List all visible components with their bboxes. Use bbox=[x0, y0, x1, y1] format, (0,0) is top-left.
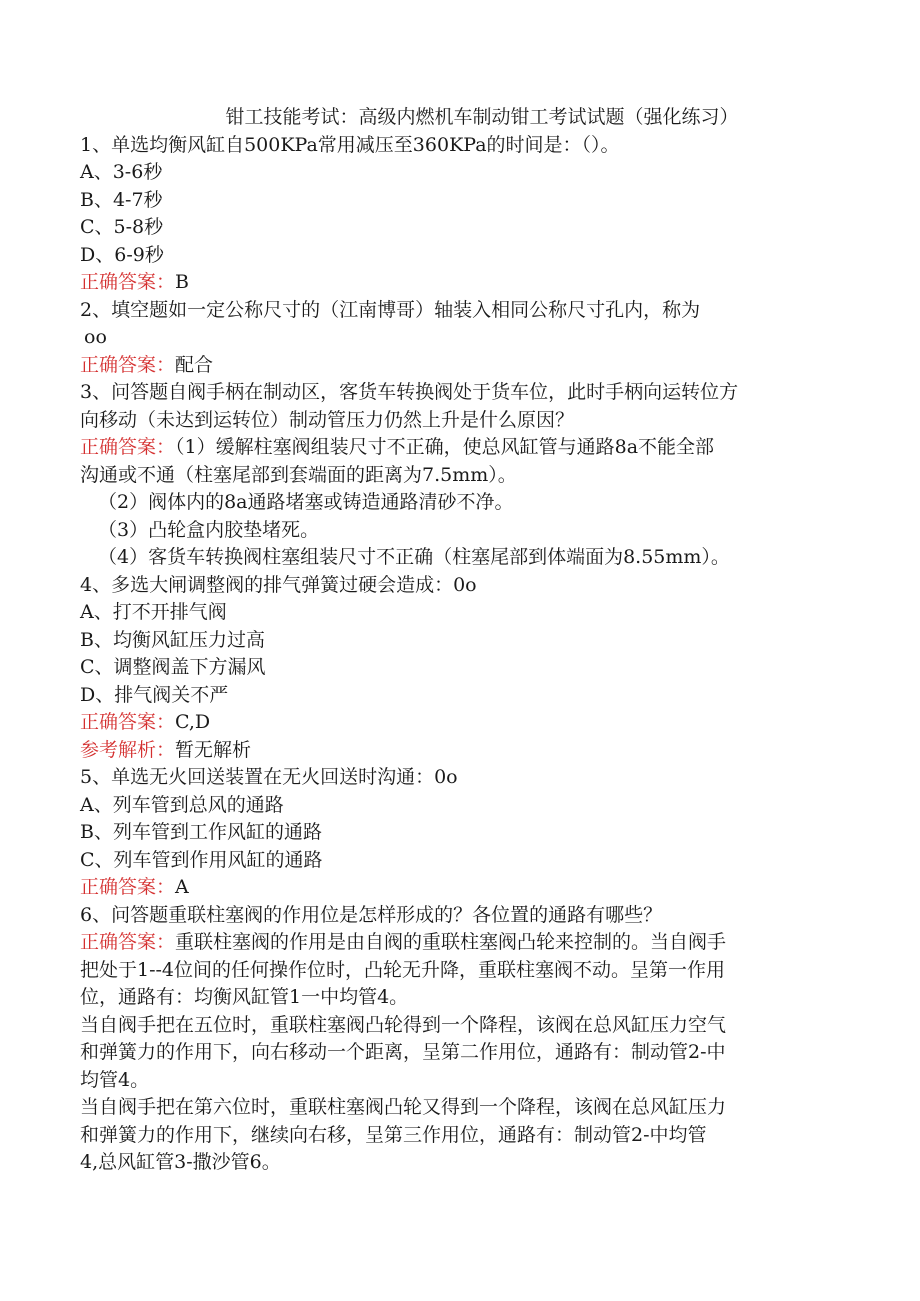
document-title: 钳工技能考试：高级内燃机车制动钳工考试试题（强化练习） bbox=[225, 106, 739, 128]
answer-value: B bbox=[175, 271, 189, 293]
question-5-option-b: B、列车管到工作风缸的通路 bbox=[80, 821, 322, 843]
question-3-answer-line-3: （2）阀体内的8a通路堵塞或铸造通路清砂不净。 bbox=[98, 491, 514, 513]
question-4-analysis bbox=[80, 737, 860, 765]
question-5-answer bbox=[80, 874, 860, 902]
question-3-answer-line-2: 沟通或不通（柱塞尾部到套端面的距离为7.5mm）。 bbox=[80, 463, 517, 486]
question-3-text-cont: 向移动（未达到运转位）制动管压力仍然上升是什么原因？ bbox=[80, 408, 575, 431]
question-6-answer bbox=[80, 929, 860, 957]
question-4-option-d: D、排气阀关不严 bbox=[80, 683, 229, 706]
answer-label: 正确答案： bbox=[80, 353, 176, 376]
question-5-option-c: C、列车管到作用风缸的通路 bbox=[80, 848, 323, 871]
question-6-answer-line-6: 均管4。 bbox=[80, 1068, 150, 1091]
question-6-answer-line-7: 当自阀手把在第六位时，重联柱塞阀凸轮又得到一个降程，该阀在总风缸压力 bbox=[80, 1096, 727, 1118]
question-6-answer-line-3: 位，通路有：均衡风缸管1一中均管4。 bbox=[80, 986, 409, 1008]
question-6-answer-line-4: 当自阀手把在五位时，重联柱塞阀凸轮得到一个降程，该阀在总风缸压力空气 bbox=[80, 1013, 727, 1036]
question-6-answer-line-8: 和弹簧力的作用下，继续向右移，呈第三作用位，通路有：制动管2-中均管 bbox=[80, 1123, 707, 1146]
answer-label: 正确答案： bbox=[80, 711, 176, 733]
answer-label: 正确答案： bbox=[80, 271, 176, 293]
question-3-text: 3、问答题自阀手柄在制动区，客货车转换阀处于货车位，此时手柄向运转位方 bbox=[80, 381, 739, 403]
question-2-text-cont: oo bbox=[84, 326, 107, 348]
question-6-answer-line-2: 把处于1--4位间的任何操作位时，凸轮无升降，重联柱塞阀不动。呈第一作用 bbox=[80, 958, 726, 981]
question-2-answer bbox=[80, 352, 860, 380]
answer-value: C,D bbox=[175, 711, 211, 733]
question-1-option-b: B、4-7秒 bbox=[80, 188, 163, 211]
answer-value: 重联柱塞阀的作用是由自阀的重联柱塞阀凸轮来控制的。当自阀手 bbox=[175, 931, 727, 953]
question-2-text: 2、填空题如一定公称尺寸的（江南博哥）轴装入相同公称尺寸孔内，称为 bbox=[80, 298, 701, 321]
question-4-option-a: A、打不开排气阀 bbox=[80, 601, 227, 623]
question-1-option-a: A、3-6秒 bbox=[80, 161, 163, 183]
answer-label: 正确答案： bbox=[80, 931, 176, 953]
analysis-value: 暂无解析 bbox=[175, 738, 252, 761]
question-4-answer bbox=[80, 709, 860, 737]
question-3-answer-line-5: （4）客货车转换阀柱塞组装尺寸不正确（柱塞尾部到体端面为8.55mm）。 bbox=[98, 546, 730, 568]
question-3-answer bbox=[80, 434, 860, 462]
question-1-answer bbox=[80, 269, 860, 297]
question-6-text: 6、问答题重联柱塞阀的作用位是怎样形成的？各位置的通路有哪些？ bbox=[80, 903, 663, 926]
answer-label: 正确答案： bbox=[80, 436, 176, 458]
answer-label: 正确答案： bbox=[80, 876, 176, 898]
question-3-answer-line-4: （3）凸轮盒内胶垫堵死。 bbox=[98, 518, 320, 541]
analysis-label: 参考解析： bbox=[80, 738, 176, 761]
question-6-answer-line-9: 4,总风缸管3-撒沙管6。 bbox=[80, 1151, 281, 1173]
answer-value: A bbox=[175, 876, 189, 898]
question-5-option-a: A、列车管到总风的通路 bbox=[80, 793, 284, 816]
answer-value: （1）缓解柱塞阀组装尺寸不正确，使总风缸管与通路8a不能全部 bbox=[175, 436, 715, 458]
question-4-text: 4、多选大闸调整阀的排气弹簧过硬会造成：0o bbox=[80, 573, 477, 596]
question-4-option-b: B、均衡风缸压力过高 bbox=[80, 628, 265, 651]
question-1-text: 1、单选均衡风缸自500KPa常用减压至360KPa的时间是：（）。 bbox=[80, 133, 620, 156]
question-4-option-c: C、调整阀盖下方漏风 bbox=[80, 656, 266, 678]
answer-value: 配合 bbox=[175, 353, 214, 376]
question-6-answer-line-5: 和弹簧力的作用下，向右移动一个距离，呈第二作用位，通路有：制动管2-中 bbox=[80, 1041, 726, 1063]
question-1-option-d: D、6-9秒 bbox=[80, 243, 164, 266]
question-1-option-c: C、5-8秒 bbox=[80, 216, 164, 238]
question-5-text: 5、单选无火回送装置在无火回送时沟通：0o bbox=[80, 766, 458, 788]
